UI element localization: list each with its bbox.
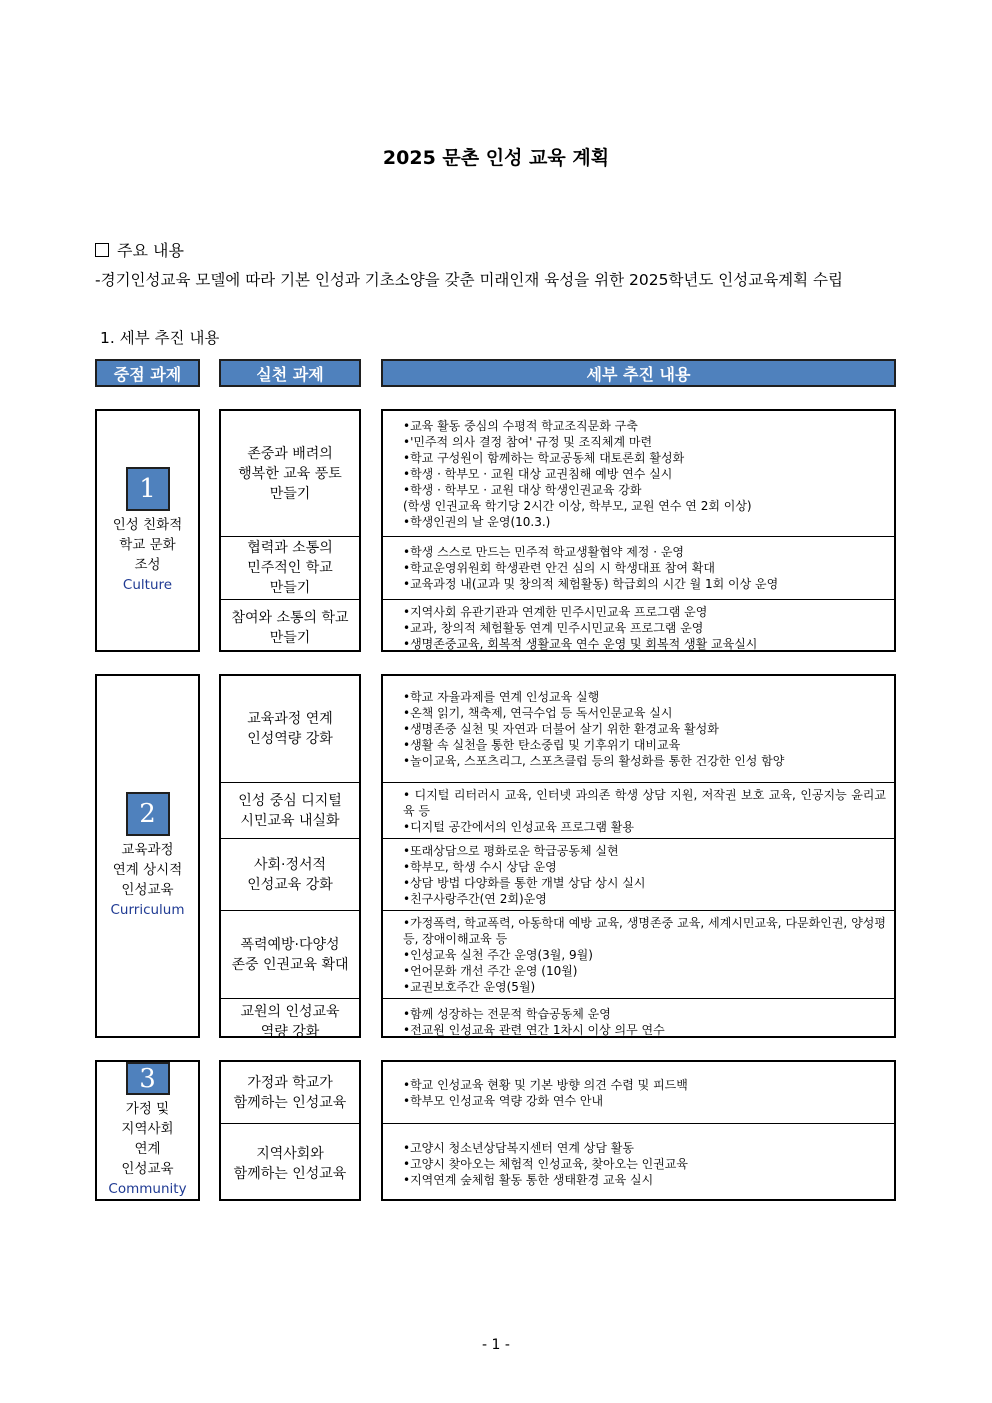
detail-item: •놀이교육, 스포츠리그, 스포츠클럽 등의 활성화를 통한 건강한 인성 함양 [403,754,785,768]
detail-cell [383,1062,894,1123]
practice-task-label: 인성역량 강화 [247,731,333,747]
checkbox-square-icon [95,243,109,257]
details-1 [381,409,896,652]
practice-task-cell [221,599,359,656]
detail-item: •학교 인성교육 현황 및 기본 방향 의견 수렴 및 피드백 [403,1077,688,1092]
detail-cell [383,998,894,1044]
practice-task-label: 사회·정서적 [253,856,327,873]
practice-task-label: 만들기 [269,485,311,502]
detail-item: •상담 방법 다양화를 통한 개별 상담 상시 실시 [403,875,646,890]
detail-item: •또래상담으로 평화로운 학급공동체 실현 [403,843,619,858]
detail-item: •학교 자율과제를 연계 인성교육 실행 [403,690,600,704]
focus-number-badge: 2 [126,792,170,836]
practice-task-label: 함께하는 인성교육 [233,1166,347,1182]
header-col-practice: 실천 과제 [219,359,361,387]
header-col-focus: 중점 과제 [95,359,200,387]
practice-task-label: 교원의 인성교육 [240,1003,340,1020]
detail-item: •교육과정 내(교과 및 창의적 체험활동) 학급회의 시간 월 1회 이상 운영 [403,577,779,591]
detail-item: •지역연계 숲체험 활동 통한 생태환경 교육 실시 [403,1173,654,1187]
detail-item: •언어문화 개선 주간 운영 (10월) [403,963,578,978]
details-2 [381,674,896,1038]
practice-tasks-2 [219,674,361,1038]
detail-item: •고양시 청소년상담복지센터 연계 상담 활동 [403,1141,634,1155]
detail-item: •학생 스스로 만드는 민주적 학교생활협약 제정 · 운영 [403,545,685,559]
detail-cell [383,411,894,536]
detail-item: •가정폭력, 학교폭력, 아동학대 예방 교육, 생명존중 교육, 세계시민교육, 다문화인권, 양성평등, 장애이해교육 등 [403,915,886,946]
detail-item: •교과, 창의적 체험활동 연계 민주시민교육 프로그램 운영 [403,621,704,635]
detail-item: •온책 읽기, 책축제, 연극수업 등 독서인문교육 실시 [403,706,673,720]
practice-task-cell [221,838,359,910]
detail-item: •인성교육 실천 주간 운영(3월, 9월) [403,947,593,962]
focus-task-english: Curriculum [110,902,185,918]
practice-task-label: 존중 인권교육 확대 [231,956,349,973]
header-col-details: 세부 추진 내용 [381,359,896,387]
detail-cell [383,838,894,910]
page-number: - 1 - [482,1337,510,1353]
practice-task-cell [221,910,359,998]
detail-item: •생활 속 실천을 통한 탄소중립 및 기후위기 대비교육 [403,738,681,752]
focus-task-3 [95,1060,200,1201]
practice-task-cell [221,998,359,1044]
practice-task-label: 인성교육 강화 [247,876,333,893]
focus-task-1 [95,409,200,652]
detail-item: • 디지털 리터러시 교육, 인터넷 과의존 학생 상담 지원, 저작권 보호 교육, 인공지능 윤리교육 등 [403,787,886,818]
practice-task-label: 지역사회와 [256,1146,324,1162]
detail-item: •교육 활동 중심의 수평적 학교조직문화 구축 [403,418,638,433]
practice-task-cell [221,1123,359,1204]
focus-task-label: 학교 문화 [119,536,176,553]
practice-task-label: 존중과 배려의 [247,445,333,462]
focus-task-label: 인성 친화적 [112,516,183,533]
detail-item: •학생인권의 날 운영(10.3.) [403,514,551,529]
practice-task-cell [221,536,359,599]
focus-number-badge: 3 [126,1062,170,1095]
focus-number-badge: 1 [126,467,170,511]
focus-task-label: 교육과정 [121,842,174,858]
practice-task-label: 가정과 학교가 [247,1074,333,1091]
practice-task-label: 협력과 소통의 [247,540,333,556]
detail-cell [383,1123,894,1204]
focus-task-label: 연계 상시적 [112,862,183,878]
detail-item: •학부모, 학생 수시 상담 운영 [403,859,557,874]
focus-task-english: Community [108,1181,187,1197]
detail-cell [383,536,894,599]
practice-task-cell [221,782,359,838]
page-title: 2025 문촌 인성 교육 계획 [382,147,610,169]
detail-item: •학생 · 학부모 · 교원 대상 학생인권교육 강화 [403,482,642,497]
practice-task-label: 행복한 교육 풍토 [238,465,342,482]
practice-tasks-1 [219,409,361,652]
focus-task-label: 인성교육 [121,1161,174,1177]
practice-task-cell [221,1062,359,1123]
practice-task-label: 역량 강화 [260,1023,320,1040]
details-3 [381,1060,896,1201]
detail-cell [383,782,894,838]
sub-heading: 1. 세부 추진 내용 [100,329,220,347]
practice-task-label: 만들기 [269,580,311,596]
practice-task-label: 민주적인 학교 [247,560,333,576]
focus-task-label: 조성 [134,556,161,573]
practice-task-label: 인성 중심 디지털 [238,792,342,809]
detail-item: •전교원 인성교육 관련 연간 1차시 이상 의무 연수 [403,1022,665,1037]
section-heading: 주요 내용 [95,238,184,261]
detail-item: (학생 인권교육 학기당 2시간 이상, 학부모, 교원 연수 연 2회 이상) [403,498,752,513]
focus-task-english: Culture [122,576,173,593]
detail-cell [383,910,894,998]
practice-task-label: 만들기 [269,630,311,646]
practice-task-cell [221,676,359,782]
focus-task-label: 가정 및 [125,1101,170,1117]
focus-task-label: 지역사회 [121,1121,174,1137]
detail-item: •학부모 인성교육 역량 강화 연수 안내 [403,1093,604,1108]
detail-item: •'민주적 의사 결정 참여' 규정 및 조직체계 마련 [403,434,653,449]
detail-item: •생명존중교육, 회복적 생활교육 연수 운영 및 회복적 생활 교육실시 [403,637,758,651]
detail-cell [383,599,894,656]
detail-item: •생명존중 실천 및 자연과 더불어 살기 위한 환경교육 활성화 [403,722,719,736]
detail-item: •함께 성장하는 전문적 학습공동체 운영 [403,1006,611,1021]
detail-item: •학생 · 학부모 · 교원 대상 교권침해 예방 연수 실시 [403,466,673,481]
detail-cell [383,676,894,782]
practice-task-label: 참여와 소통의 학교 [231,610,349,626]
focus-task-2 [95,674,200,1038]
detail-item: •학교운영위원회 학생관련 안건 심의 시 학생대표 참여 확대 [403,561,715,575]
practice-task-label: 시민교육 내실화 [240,812,340,829]
practice-task-label: 함께하는 인성교육 [233,1094,347,1111]
detail-item: •친구사랑주간(연 2회)운영 [403,891,547,906]
intro-paragraph: -경기인성교육 모델에 따라 기본 인성과 기초소양을 갖춘 미래인재 육성을 위한 2025학년도 인성교육계획 수립 [95,271,844,289]
detail-item: •교권보호주간 운영(5월) [403,979,536,994]
focus-task-label: 인성교육 [121,882,174,898]
practice-tasks-3 [219,1060,361,1201]
practice-task-cell [221,411,359,536]
practice-task-label: 폭력예방·다양성 [240,936,340,953]
focus-task-label: 연계 [134,1141,161,1157]
detail-item: •지역사회 유관기관과 연계한 민주시민교육 프로그램 운영 [403,605,708,619]
detail-item: •고양시 찾아오는 체험적 인성교육, 찾아오는 인권교육 [403,1157,688,1171]
detail-item: •디지털 공간에서의 인성교육 프로그램 활용 [403,819,634,834]
practice-task-label: 교육과정 연계 [247,711,333,727]
detail-item: •학교 구성원이 함께하는 학교공동체 대토론회 활성화 [403,450,685,465]
